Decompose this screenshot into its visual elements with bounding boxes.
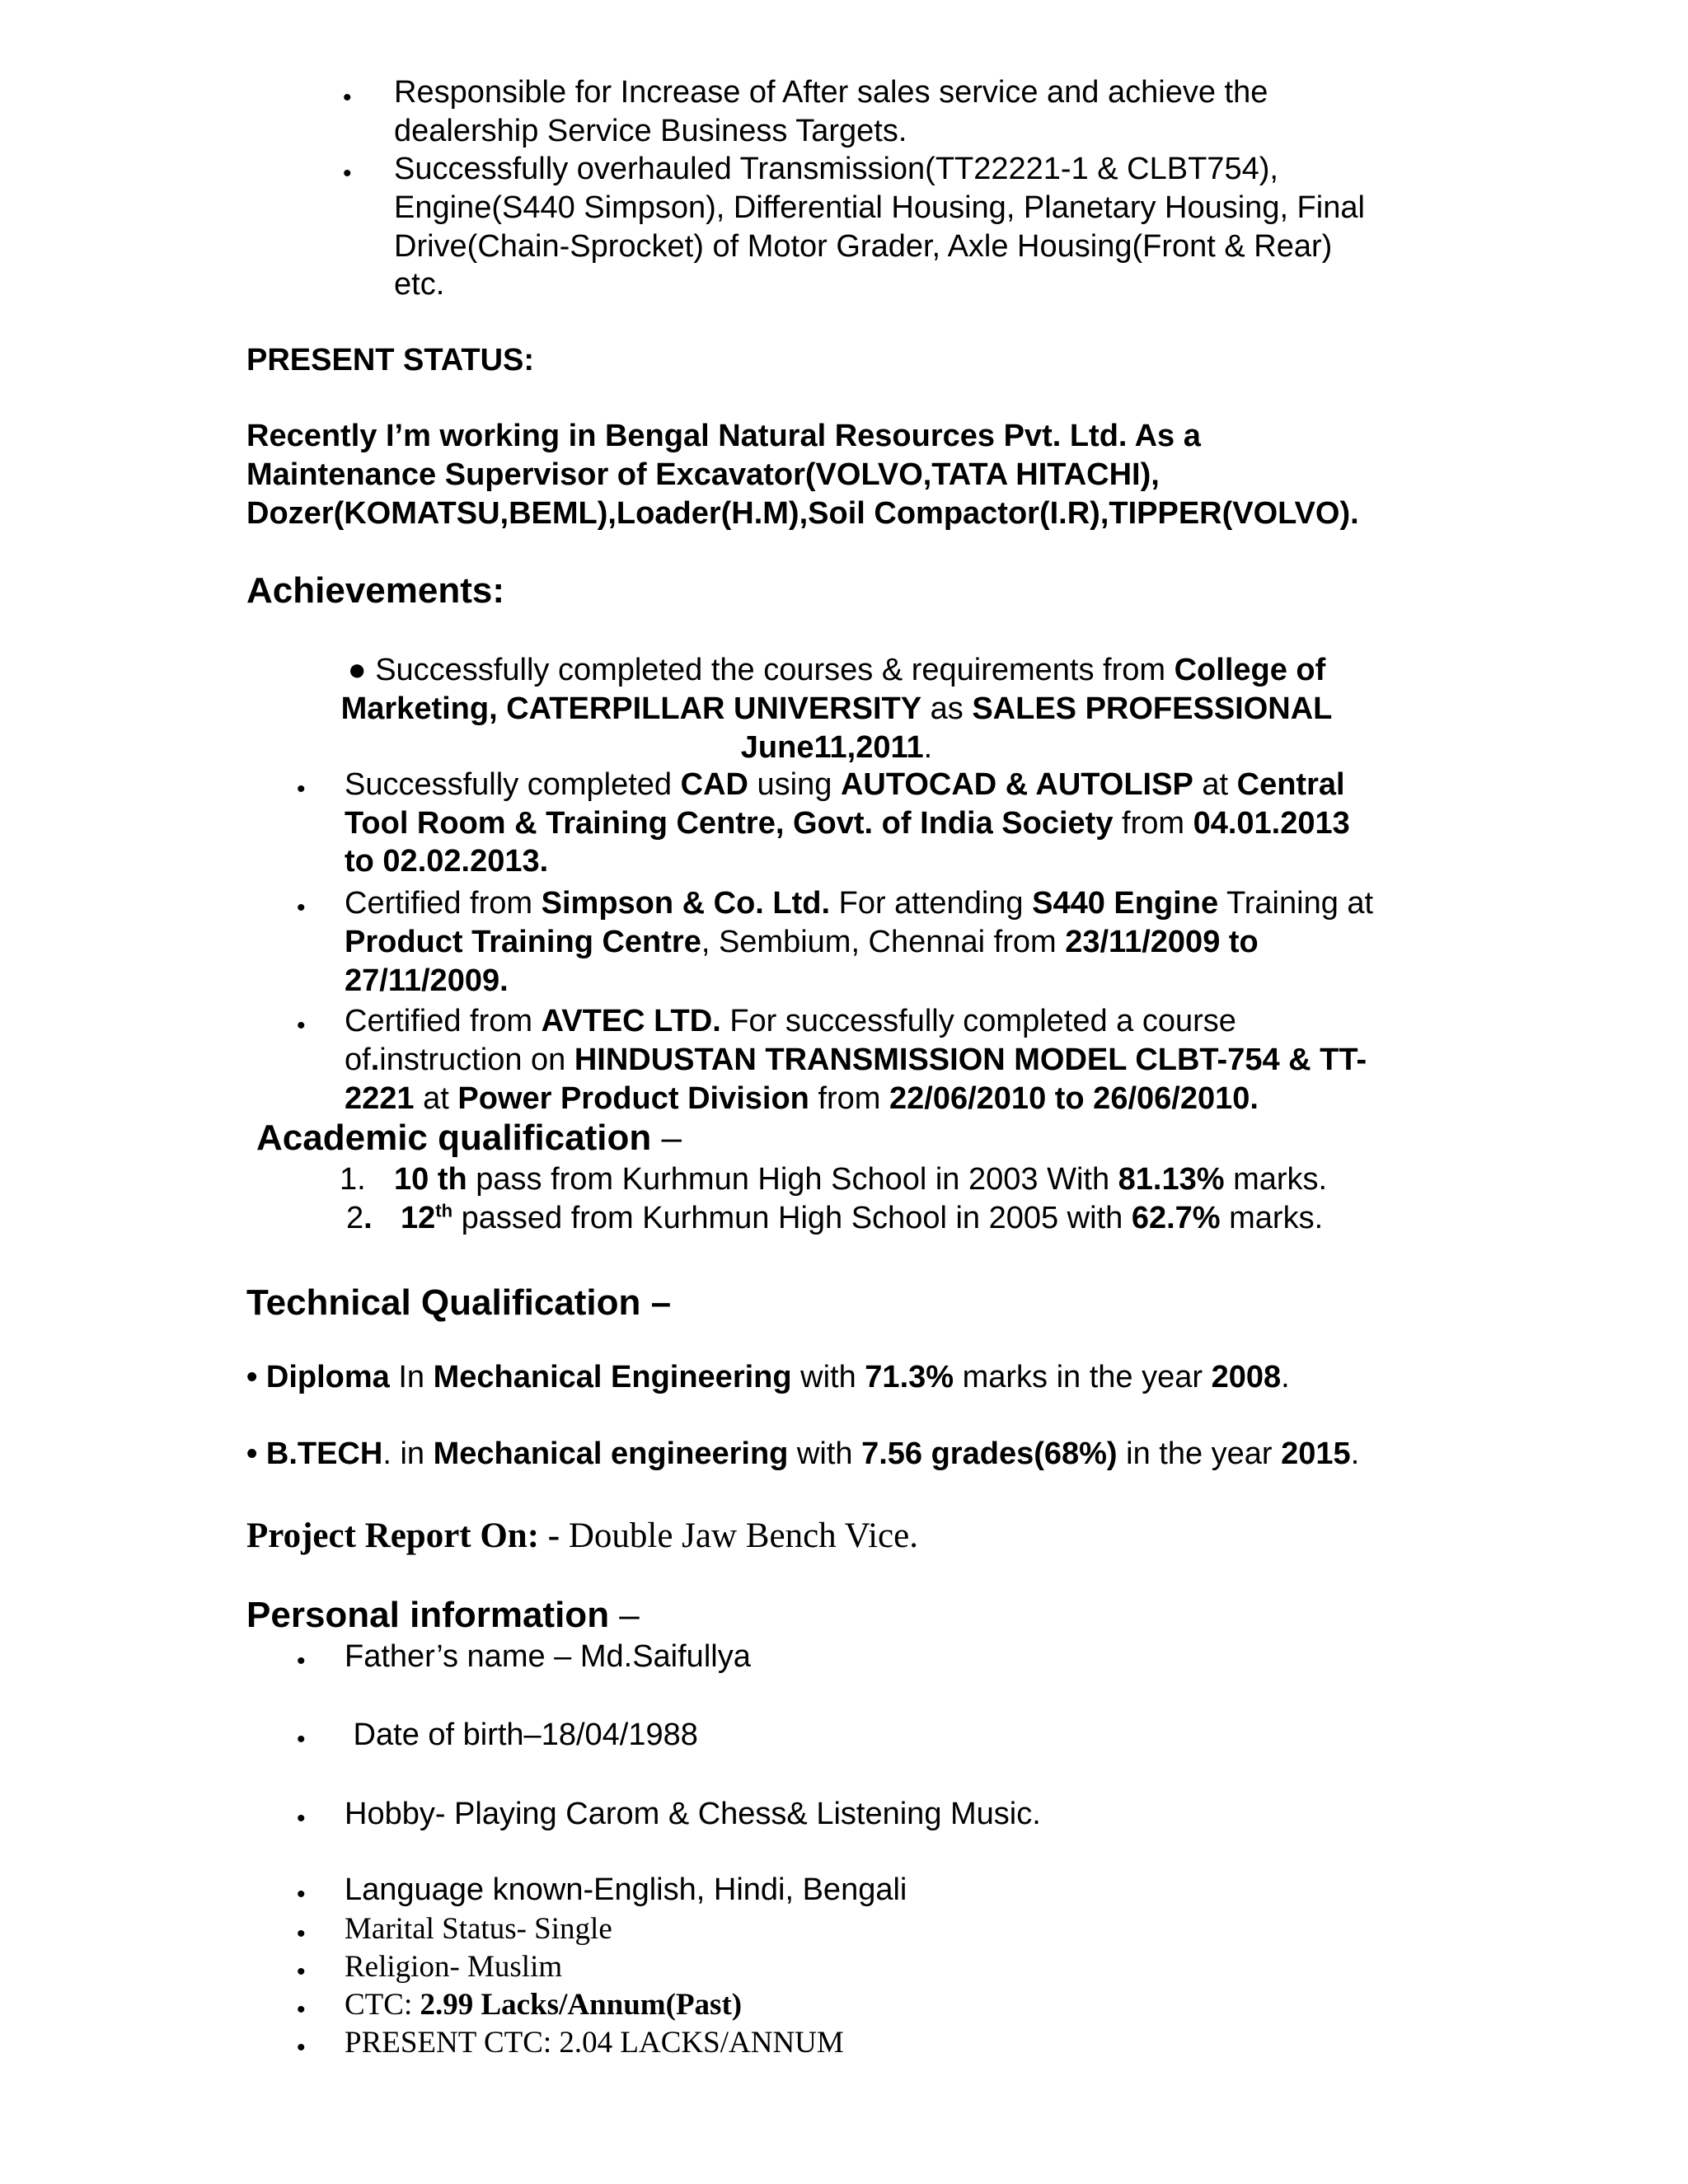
bullet-icon: • xyxy=(297,1920,306,1947)
technical-heading: Technical Qualification – xyxy=(246,1282,672,1323)
academic-item: 12th passed from Kurhmun High School in 2005 with 62.7% marks. xyxy=(401,1200,1324,1235)
religion: Religion- Muslim xyxy=(345,1950,563,1984)
bullet-icon: • xyxy=(297,1647,306,1675)
achievement-line: 27/11/2009. xyxy=(345,963,509,998)
present-status-line: Recently I’m working in Bengal Natural Resources Pvt. Ltd. As a xyxy=(246,419,1201,453)
achievements-heading: Achievements: xyxy=(246,570,505,611)
achievement-line: Marketing, CATERPILLAR UNIVERSITY as SALES PROFESSIONAL xyxy=(340,691,1333,726)
bullet-icon: ● xyxy=(347,653,367,687)
bullet-icon: • xyxy=(297,1996,306,2023)
bullet-icon: • xyxy=(297,2034,306,2061)
achievement-line: Certified from Simpson & Co. Ltd. For attending S440 Engine Training at xyxy=(345,886,1374,921)
list-number: 2. xyxy=(346,1201,373,1235)
achievement-line: Product Training Centre, Sembium, Chennai from 23/11/2009 to xyxy=(345,925,1259,959)
bullet-icon: • xyxy=(297,894,306,921)
btech-line: • B.TECH. in Mechanical engineering with 7.56 grades(68%) in the year 2015. xyxy=(246,1436,1360,1471)
present-status-line: Dozer(KOMATSU,BEML),Loader(H.M),Soil Compactor(I.R),TIPPER(VOLVO). xyxy=(246,496,1359,531)
bullet-icon: • xyxy=(297,776,306,803)
bullet-icon: • xyxy=(297,1958,306,1985)
father-name: Father’s name – Md.Saifullya xyxy=(345,1639,751,1674)
responsibility-line: Responsible for Increase of After sales service and achieve the xyxy=(394,75,1268,110)
achievement-line: of.instruction on HINDUSTAN TRANSMISSION MODEL CLBT-754 & TT- xyxy=(345,1043,1367,1077)
academic-heading: Academic qualification – xyxy=(256,1118,682,1158)
ctc: CTC: 2.99 Lacks/Annum(Past) xyxy=(345,1988,743,2022)
diploma-line: • Diploma In Mechanical Engineering with 71.3% marks in the year 2008. xyxy=(246,1360,1290,1394)
bullet-icon: • xyxy=(343,160,352,187)
present-status-heading: PRESENT STATUS: xyxy=(246,343,535,377)
academic-item: 10 th pass from Kurhmun High School in 2003 With 81.13% marks. xyxy=(394,1162,1328,1197)
responsibility-line: Successfully overhauled Transmission(TT22221-1 & CLBT754), xyxy=(394,152,1278,186)
project-report: Project Report On: - Double Jaw Bench Vice. xyxy=(246,1516,918,1555)
responsibility-line: Drive(Chain-Sprocket) of Motor Grader, Axle Housing(Front & Rear) xyxy=(394,229,1333,264)
languages: Language known-English, Hindi, Bengali xyxy=(345,1872,907,1907)
present-status-line: Maintenance Supervisor of Excavator(VOLVO,TATA HITACHI), xyxy=(246,457,1160,492)
date-of-birth: Date of birth–18/04/1988 xyxy=(345,1718,698,1752)
marital-status: Marital Status- Single xyxy=(345,1912,612,1946)
achievement-line: June11,2011. xyxy=(740,730,933,765)
present-ctc: PRESENT CTC: 2.04 LACKS/ANNUM xyxy=(345,2026,844,2060)
list-number: 1. xyxy=(340,1162,366,1197)
achievement-line: ● Successfully completed the courses & requirements from College of xyxy=(347,653,1326,687)
achievement-line: to 02.02.2013. xyxy=(345,844,549,879)
bullet-icon: • xyxy=(297,1726,306,1753)
responsibility-line: dealership Service Business Targets. xyxy=(394,114,907,148)
responsibility-line: etc. xyxy=(394,267,445,302)
responsibility-line: Engine(S440 Simpson), Differential Housing, Planetary Housing, Final xyxy=(394,190,1365,225)
achievement-line: 2221 at Power Product Division from 22/06/2010 to 26/06/2010. xyxy=(345,1081,1259,1116)
achievement-line: Successfully completed CAD using AUTOCAD & AUTOLISP at Central xyxy=(345,767,1345,802)
bullet-icon: • xyxy=(297,1805,306,1832)
bullet-icon: • xyxy=(343,84,352,111)
personal-heading: Personal information – xyxy=(246,1595,640,1635)
achievement-line: Certified from AVTEC LTD. For successfully completed a course xyxy=(345,1004,1236,1038)
hobby: Hobby- Playing Carom & Chess& Listening Music. xyxy=(345,1797,1041,1831)
bullet-icon: • xyxy=(297,1012,306,1039)
bullet-icon: • xyxy=(297,1881,306,1908)
achievement-line: Tool Room & Training Centre, Govt. of India Society from 04.01.2013 xyxy=(345,806,1350,841)
